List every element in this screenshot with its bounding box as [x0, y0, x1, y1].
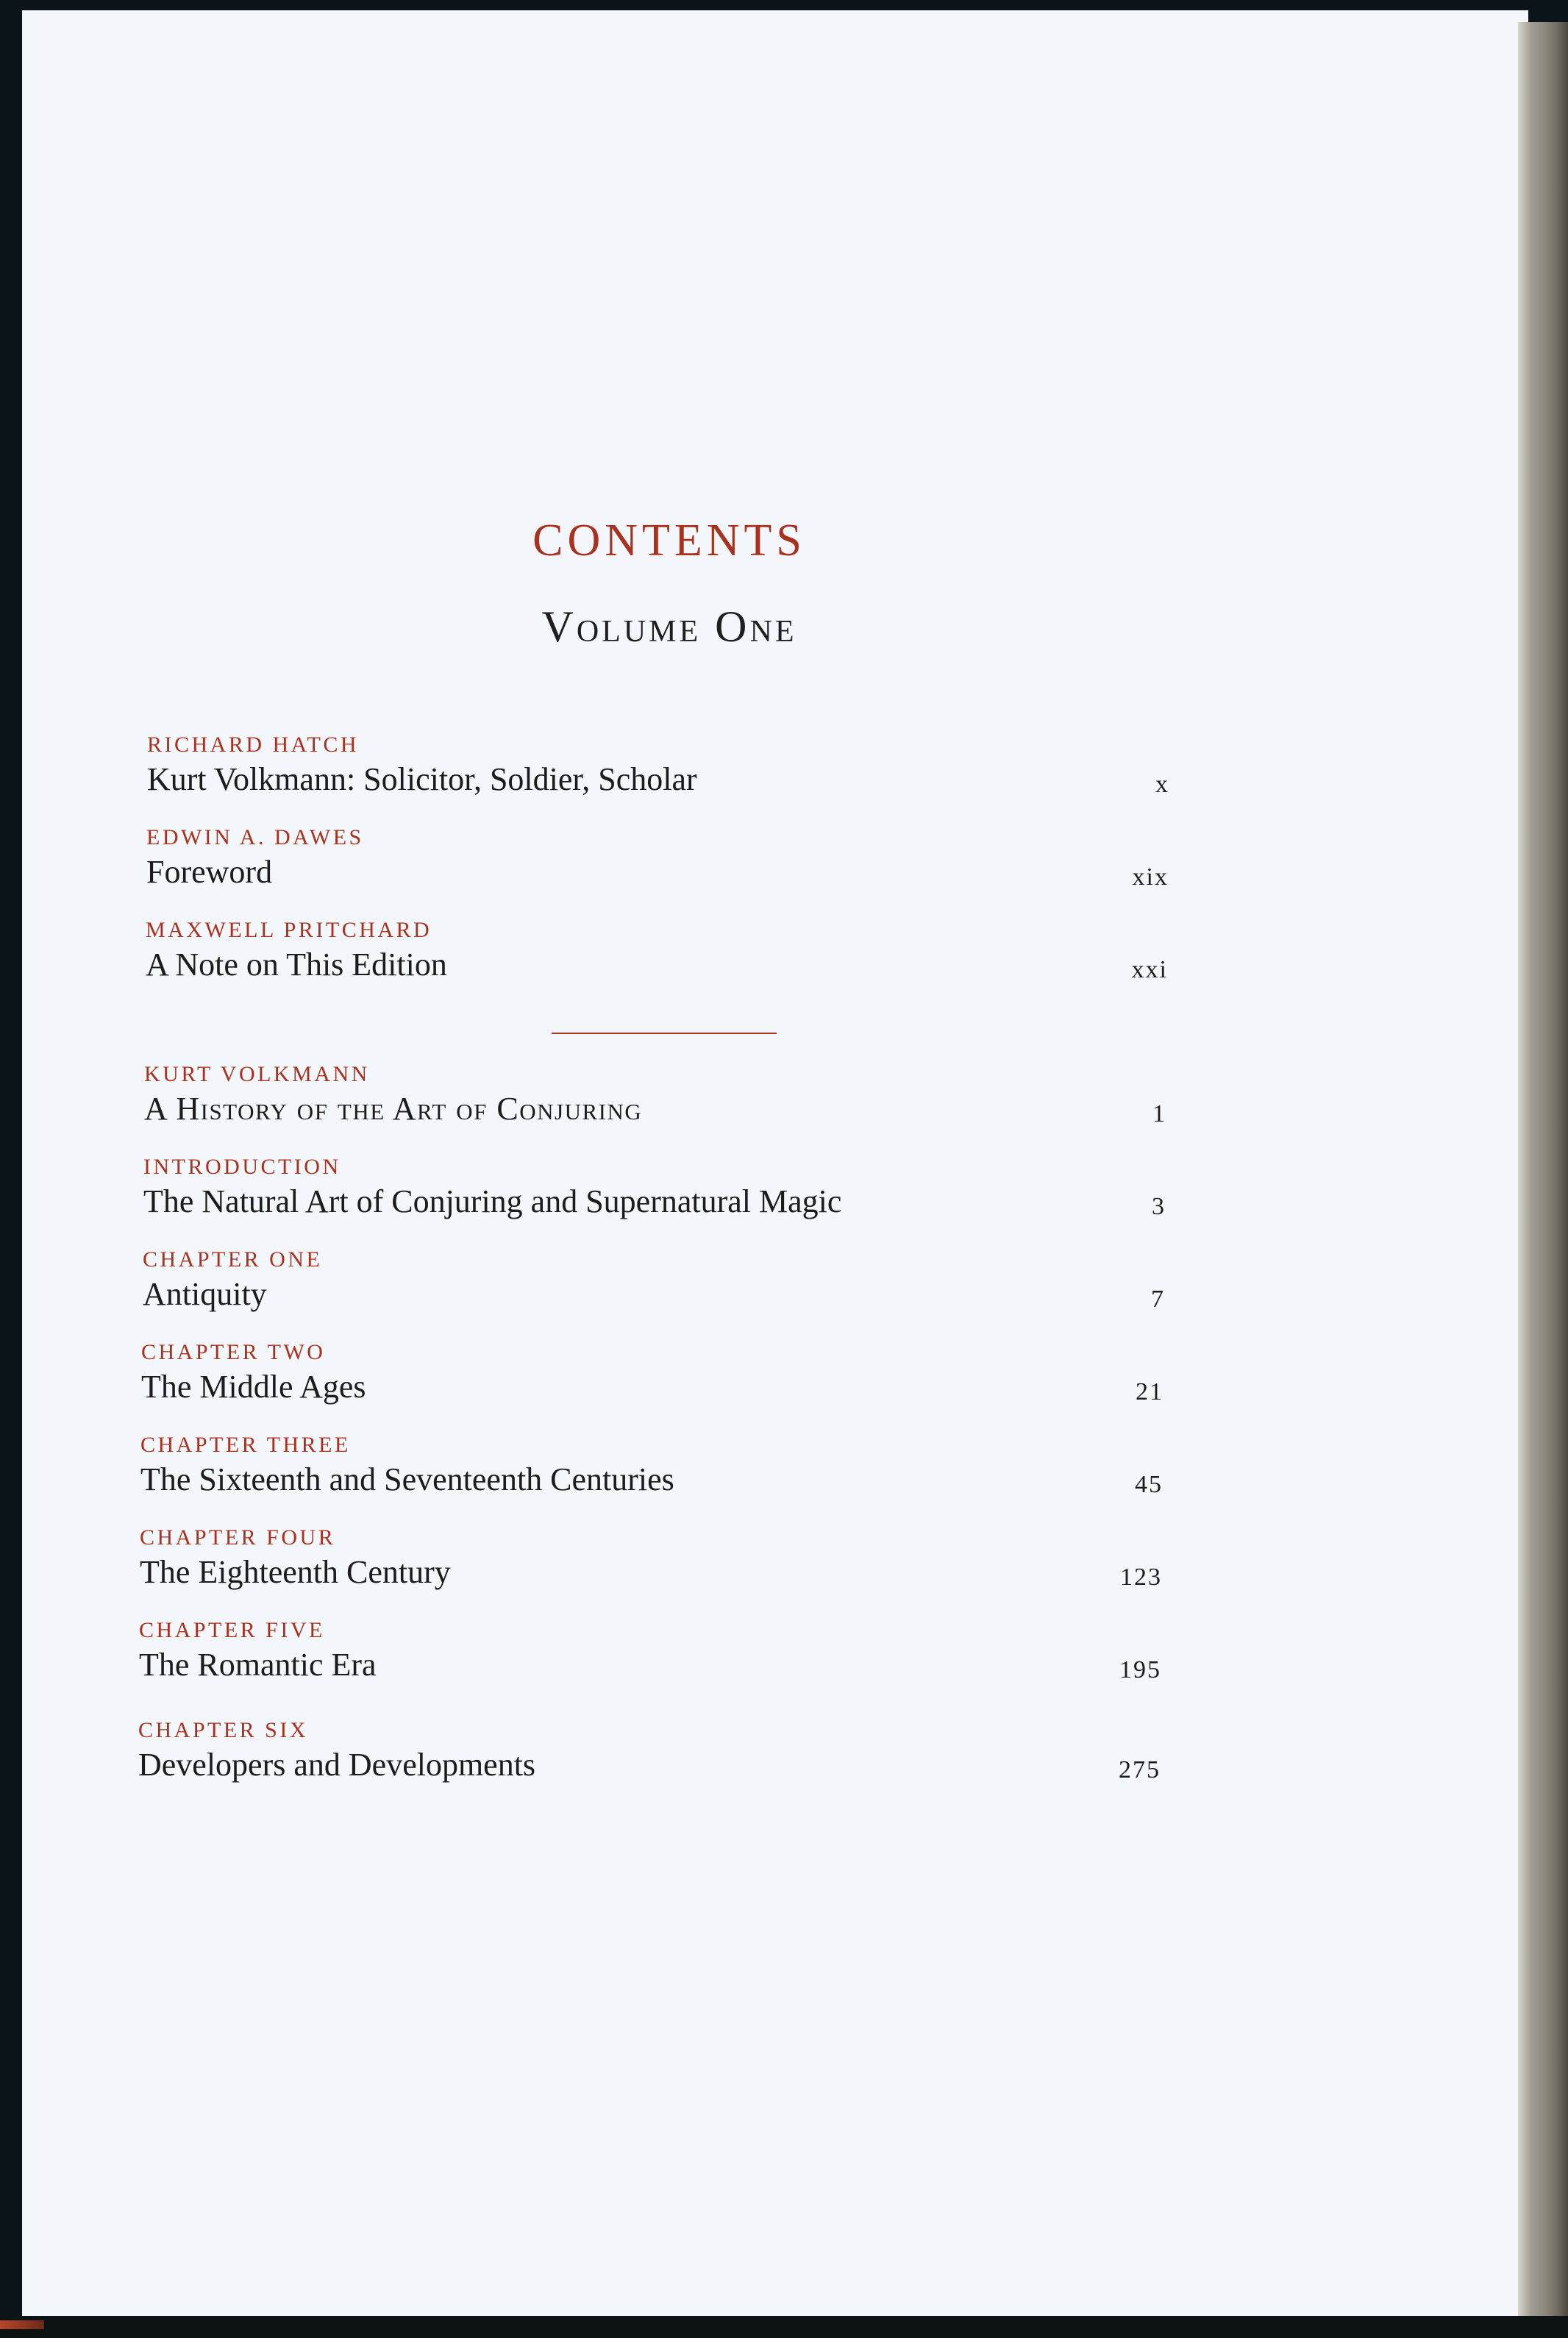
entry-title: Kurt Volkmann: Solicitor, Soldier, Scholar: [147, 761, 697, 797]
entry-label: CHAPTER SIX: [138, 1718, 309, 1742]
page-edge: [1518, 22, 1568, 2338]
entry-page-number: 275: [1119, 1756, 1161, 1783]
entry-title: The Middle Ages: [141, 1369, 366, 1405]
entry-title: A History of the Art of Conjuring: [144, 1091, 643, 1127]
entry-author: MAXWELL PRITCHARD: [146, 918, 432, 942]
entry-title: Foreword: [146, 854, 273, 890]
entry-label: CHAPTER ONE: [143, 1247, 323, 1272]
entry-title: The Eighteenth Century: [140, 1554, 451, 1590]
toc-entry[interactable]: [138, 1718, 1190, 1799]
entry-label: CHAPTER FIVE: [139, 1618, 325, 1642]
toc-entry[interactable]: [146, 918, 1197, 999]
entry-author: EDWIN A. DAWES: [146, 825, 364, 849]
entry-title: A Note on This Edition: [146, 947, 447, 983]
toc-entry[interactable]: [140, 1433, 1192, 1514]
volume-title: Volume One: [541, 602, 797, 651]
toc-entry[interactable]: [146, 825, 1198, 906]
toc-entry[interactable]: [143, 1155, 1195, 1236]
toc-entry[interactable]: [143, 1247, 1194, 1328]
entry-page-number: 21: [1136, 1378, 1163, 1405]
binding-mark: [0, 2320, 44, 2329]
entry-title: Developers and Developments: [138, 1747, 536, 1783]
entry-page-number: xxi: [1131, 956, 1168, 983]
entry-author: KURT VOLKMANN: [144, 1062, 370, 1086]
toc-entry[interactable]: [147, 733, 1199, 813]
toc-entry[interactable]: [141, 1340, 1193, 1421]
entry-page-number: 45: [1135, 1471, 1163, 1498]
entry-page-number: x: [1155, 771, 1169, 798]
toc-entry[interactable]: [139, 1618, 1191, 1699]
bottom-strip: [0, 2316, 1568, 2338]
entry-title: The Romantic Era: [139, 1647, 377, 1683]
toc-entry[interactable]: [140, 1525, 1191, 1606]
entry-page-number: xix: [1132, 863, 1169, 891]
entry-page-number: 195: [1119, 1656, 1161, 1683]
entry-title: The Natural Art of Conjuring and Supernatural Magic: [143, 1183, 842, 1219]
entry-label: CHAPTER THREE: [140, 1433, 351, 1457]
contents-heading: CONTENTS: [532, 516, 806, 566]
entry-page-number: 3: [1152, 1193, 1166, 1220]
entry-label: CHAPTER TWO: [141, 1340, 326, 1364]
toc-entry[interactable]: [144, 1062, 1196, 1143]
entry-page-number: 123: [1120, 1564, 1162, 1591]
entry-label: CHAPTER FOUR: [140, 1525, 336, 1550]
entry-title: Antiquity: [143, 1276, 267, 1312]
entry-page-number: 7: [1151, 1286, 1165, 1313]
section-divider: [552, 1033, 777, 1034]
entry-label: INTRODUCTION: [143, 1155, 341, 1179]
entry-author: RICHARD HATCH: [147, 733, 360, 757]
entry-page-number: 1: [1152, 1100, 1166, 1127]
entry-title: The Sixteenth and Seventeenth Centuries: [140, 1461, 674, 1497]
